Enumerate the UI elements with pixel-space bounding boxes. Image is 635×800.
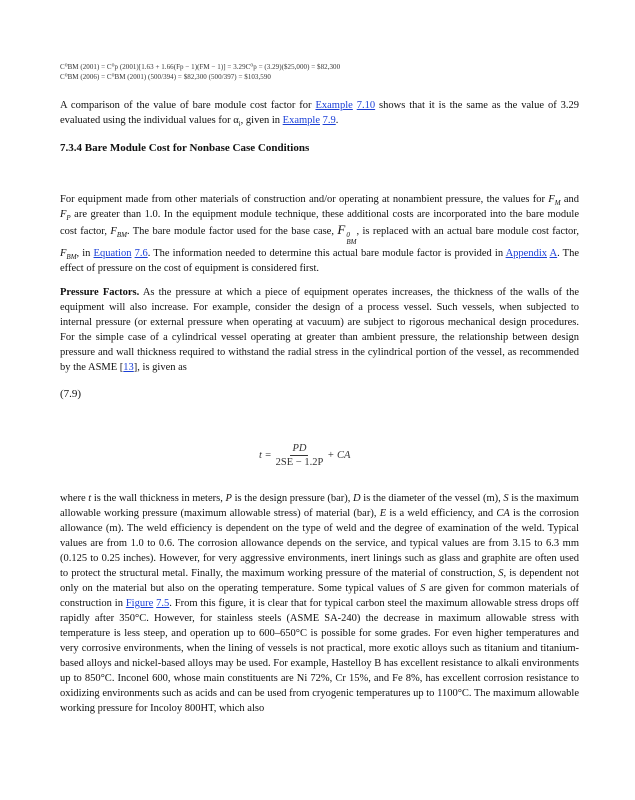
paragraph-comparison: A comparison of the value of bare module cost factor for Example 7.10 shows that it is the same as the value of 3.29 evaluated using the individual values for $\alpha_i$, given in Example 7.9. (60, 100, 579, 129)
wall-thickness-formula (259, 443, 350, 468)
figure-7-5-link[interactable]: 7.5 (156, 598, 170, 609)
formula-lhs: t = (259, 450, 272, 461)
equation-7-6-link[interactable]: 7.6 (134, 248, 148, 259)
example-link[interactable]: Example (315, 100, 353, 111)
cost-equation-2001: C⁰BM (2001) = C⁰p (2001)[1.63 + 1.66(Fp − 1)(FM − 1)] = 3.29C⁰p = (3.29)($25,000) = $82,300 (60, 63, 341, 71)
example-link-2[interactable]: Example (282, 115, 320, 126)
formula-fraction (276, 443, 324, 468)
pressure-factors-lead: Pressure Factors. (60, 287, 140, 298)
appendix-link[interactable]: Appendix (505, 248, 548, 259)
cost-equations (60, 62, 579, 82)
equation-number: (7.9) (60, 388, 82, 400)
figure-link[interactable]: Figure (125, 598, 154, 609)
paragraph-pressure-factors: Pressure Factors. As the pressure at which a piece of equipment operates increases, the thickness of the walls of the equipment will also increase. For example, consider the design of a process vessel. Such vessels, when subjected to internal pressure (or external pressure when operating at vacuum) are subject to rigorous mechanical design procedures. For the simple case of a cylindrical vessel operating at greater than ambient pressure, the relationship between design pressure and wall thickness required to withstand the radial stress in the cylindrical portion of the vessel, as recommended by the ASME [13], is given as (60, 287, 579, 373)
base-factor-symbol: F 0 BM (337, 222, 357, 246)
section-heading: 7.3.4 Bare Module Cost for Nonbase Case Conditions (60, 142, 310, 154)
paragraph-nonbase: For equipment made from other materials of construction and/or operating at nonambient pressure, the values for $F_M$ and $F_P$ are greater than 1.0. In the equipment module technique, these additional costs are incorporated into the bare module cost factor, $F_{BM}$. The bare module factor used for the base case, F 0 BM , is replaced with an actual bare module cost factor, $F_{BM}$, in Equation 7.6. The information needed to determine this actual bare module factor is provided in Appendix A. The effect of pressure on the cost of equipment is considered first. (60, 194, 580, 274)
appendix-a-link[interactable]: A (549, 248, 558, 259)
paragraph-variable-definitions: where t is the wall thickness in meters, P is the design pressure (bar), D is the diameter of the vessel (m), S is the maximum allowable working pressure (maximum allowable stress) of material (bar), E is a weld efficiency, and CA is the corrosion allowance (m). The weld efficiency is dependent on the type of weld and the degree of examination of the weld. Typical values are from 1.0 to 0.6. The corrosion allowance depends on the service, and typical values are from 3.15 to 6.3 mm (0.125 to 0.25 inches). However, for very aggressive environments, inert linings such as glass and graphite are often used to protect the structural metal. Finally, the maximum working pressure of the material of construction, S, is dependent not only on the material but also on the operating temperature. Some typical values of S are given for common materials of construction in Figure 7.5. From this figure, it is clear that for typical carbon steel the maximum allowable stress drops off rapidly after 350°C. However, for stainless steels (ASME SA-240) the decrease in maximum allowable stress with temperature is less steep, and operation up to 600–650°C is possible for some grades. For even higher temperatures and very corrosive environments, when the lining of vessels is not practical, more exotic alloys such as titanium and titanium-based alloys and nickel-based alloys may be used. For example, Hastelloy B has excellent resistance to alkali environments up to 850°C. Inconel 600, whose main constituents are Ni 72%, Cr 15%, and Fe 8%, has excellent corrosion resistance to oxidizing environments such as acids and can be used from cryogenic temperatures up to 1100°C. The maximum allowable working pressure for Incoloy 800HT, which also (60, 493, 580, 714)
reference-13-link[interactable]: 13 (123, 362, 134, 373)
document-page (60, 62, 579, 400)
formula-rhs: + CA (327, 450, 351, 461)
equation-link[interactable]: Equation (93, 248, 132, 259)
document-page-lower (60, 491, 579, 716)
formula-denominator: 2SE − 1.2P (275, 457, 324, 468)
example-7-9-link[interactable]: 7.9 (322, 115, 336, 126)
example-7-10-link[interactable]: 7.10 (356, 100, 376, 111)
formula-numerator: PD (292, 443, 307, 454)
cost-equation-2006: C⁰BM (2006) = C⁰BM (2001) (500/394) = $82,300 (500/397) = $103,590 (60, 73, 271, 81)
